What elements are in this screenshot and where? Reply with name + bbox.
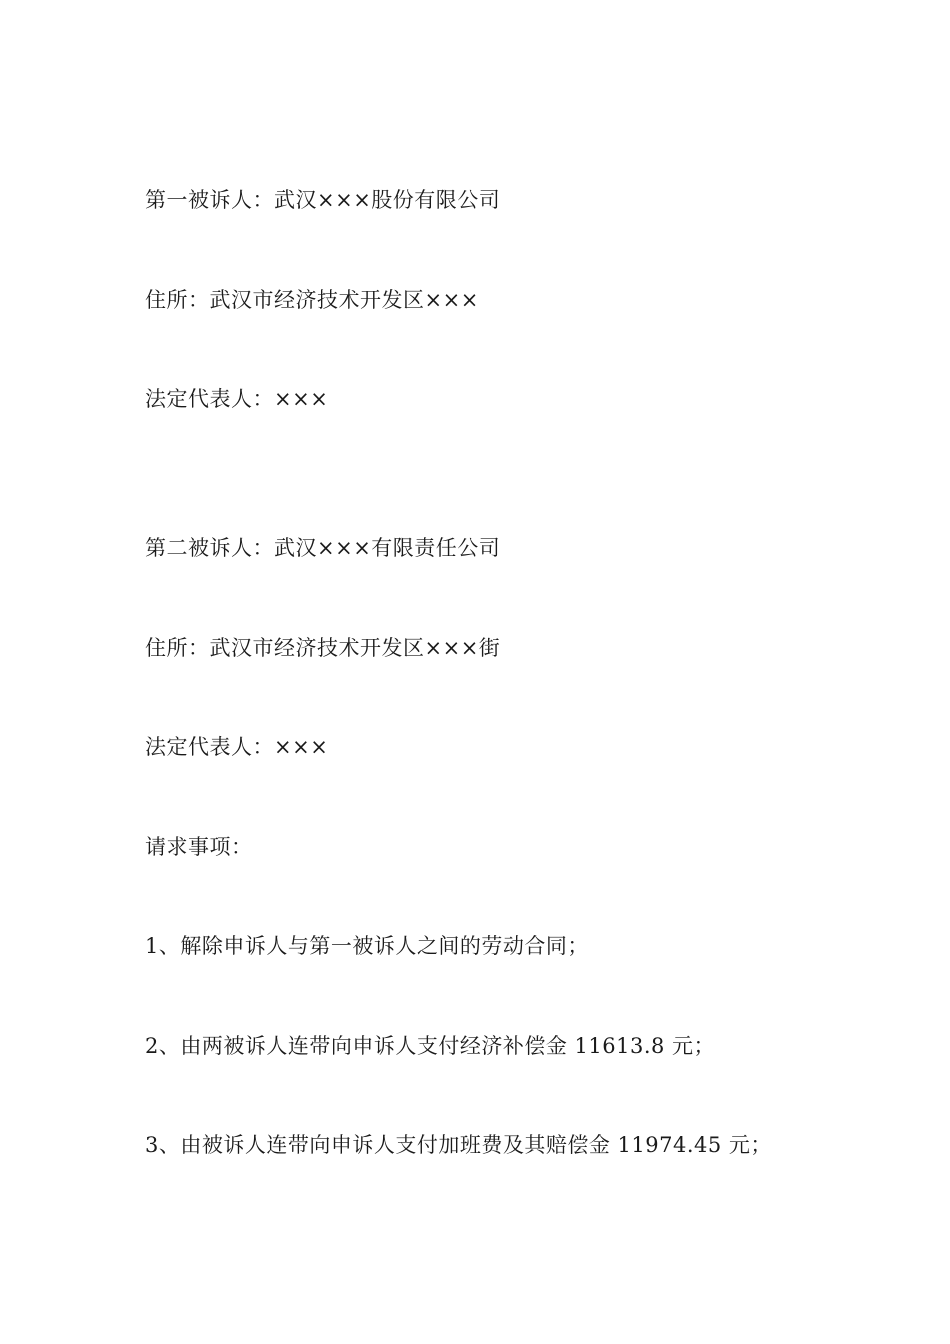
second-respondent-name: 第二被诉人：武汉×××有限责任公司 [145,536,501,560]
second-respondent-legal-representative: 法定代表人：××× [145,735,329,759]
first-respondent-name: 第一被诉人：武汉×××股份有限公司 [145,188,501,212]
claim-item-2: 2、由两被诉人连带向申诉人支付经济补偿金 11613.8 元； [145,1034,716,1058]
claim-item-1: 1、解除申诉人与第一被诉人之间的劳动合同； [145,934,589,958]
claims-heading: 请求事项： [145,835,253,859]
first-respondent-legal-representative: 法定代表人：××× [145,387,329,411]
claim-item-3: 3、由被诉人连带向申诉人支付加班费及其赔偿金 11974.45 元； [145,1133,772,1157]
second-respondent-address: 住所：武汉市经济技术开发区×××街 [145,636,501,660]
first-respondent-address: 住所：武汉市经济技术开发区××× [145,288,479,312]
